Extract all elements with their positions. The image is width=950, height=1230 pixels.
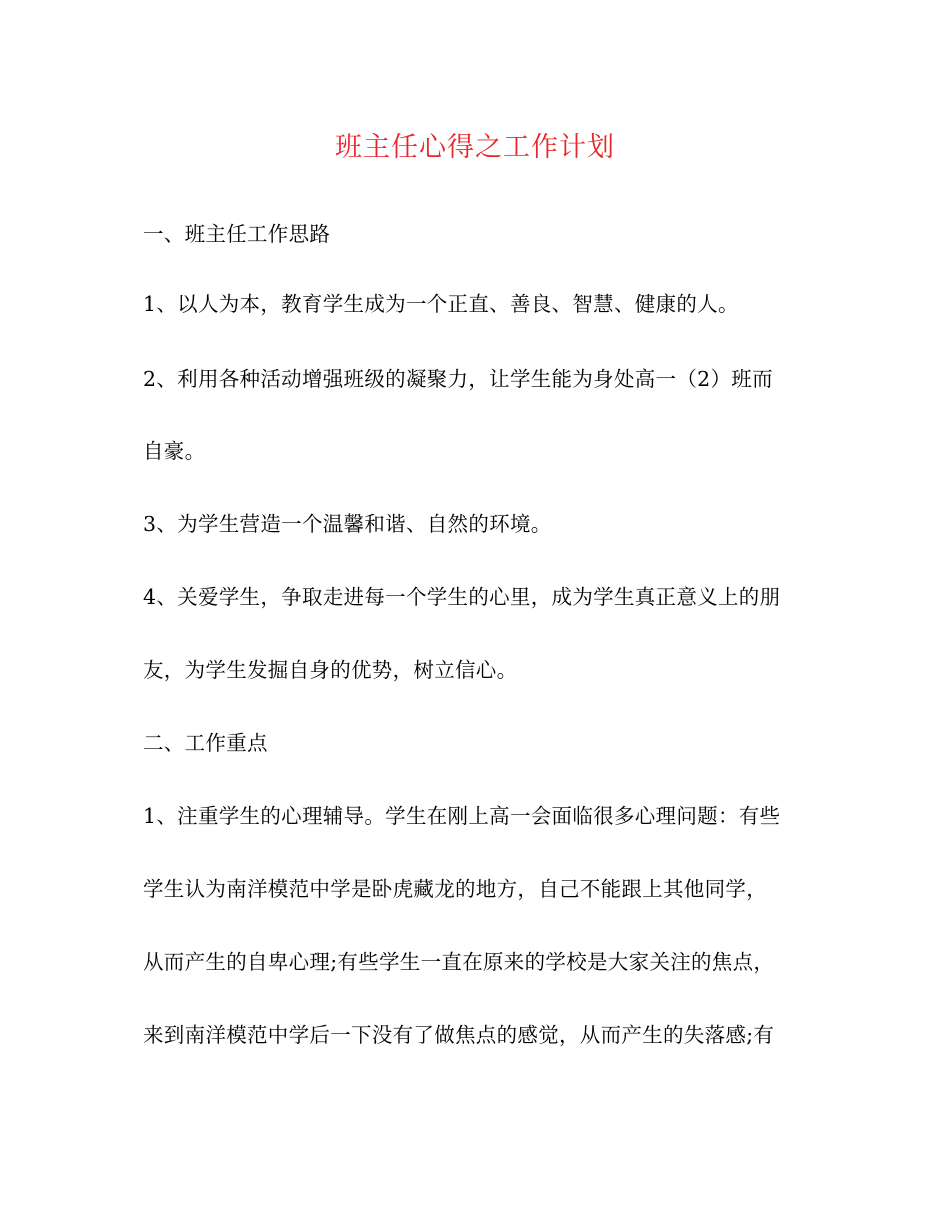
document-title: 班主任心得之工作计划 <box>335 132 615 163</box>
paragraph-line: 自豪。 <box>143 439 206 463</box>
paragraph-line: 4、关爱学生，争取走进每一个学生的心里，成为学生真正意义上的朋 <box>143 585 781 609</box>
paragraph-line: 从而产生的自卑心理;有些学生一直在原来的学校是大家关注的焦点， <box>143 950 775 974</box>
paragraph-line: 友，为学生发掘自身的优势，树立信心。 <box>143 658 518 682</box>
paragraph-line: 2、利用各种活动增强班级的凝聚力，让学生能为身处高一（2）班而 <box>143 367 773 391</box>
paragraph-line: 学生认为南洋模范中学是卧虎藏龙的地方，自己不能跟上其他同学， <box>143 877 767 901</box>
paragraph-line: 3、为学生营造一个温馨和谐、自然的环境。 <box>143 512 552 536</box>
section-heading-2: 二、工作重点 <box>143 731 268 755</box>
paragraph-line: 1、注重学生的心理辅导。学生在刚上高一会面临很多心理问题：有些 <box>143 804 781 828</box>
section-heading-1: 一、班主任工作思路 <box>143 222 331 246</box>
paragraph-line: 1、以人为本，教育学生成为一个正直、善良、智慧、健康的人。 <box>143 292 739 316</box>
paragraph-line: 来到南洋模范中学后一下没有了做焦点的感觉，从而产生的失落感;有 <box>143 1023 775 1047</box>
